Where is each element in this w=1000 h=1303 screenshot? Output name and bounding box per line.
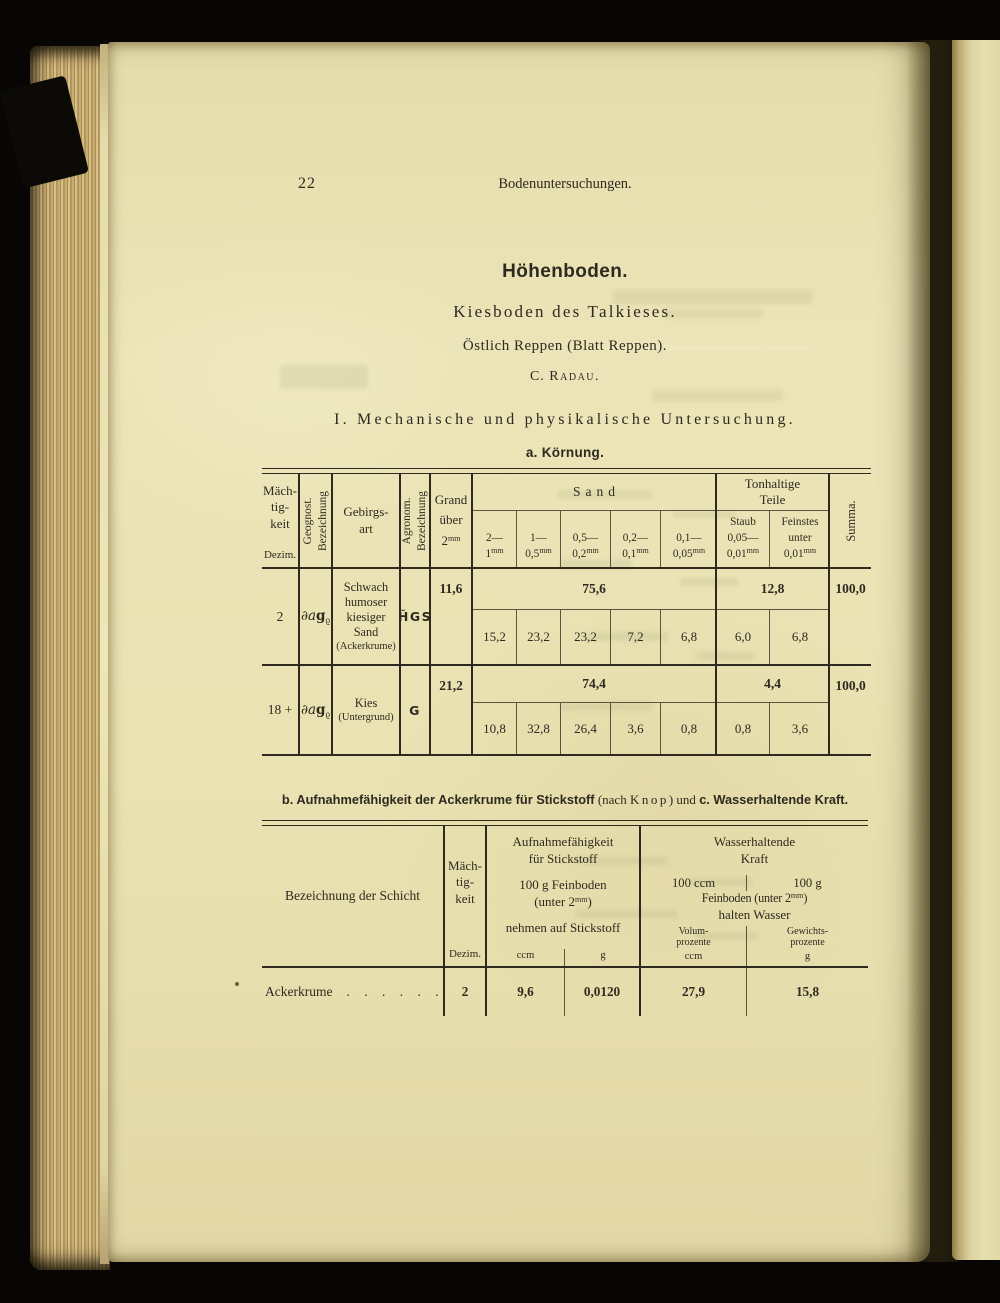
section-heading-1a: a. Körnung.	[525, 445, 605, 460]
author-line	[258, 369, 872, 385]
row2-maechtigkeit: 18 +	[262, 666, 300, 754]
author-name: Radau.	[549, 369, 601, 384]
row1-sand-group	[473, 569, 717, 666]
sand-total: 75,6	[582, 581, 606, 596]
gewichtsprozente-header: Gewichts- prozente g	[786, 925, 829, 962]
ton-subcol-header: Staub 0,05— $0,01^{mm}$	[717, 511, 770, 567]
row2-summa-value: 100,0	[835, 678, 866, 693]
section-heading-1: I. Mechanische und physikalische Untersuchung.	[334, 411, 796, 428]
location-line: Östlich Reppen (Blatt Reppen).	[462, 338, 668, 354]
col-header-maechtigkeit: Mäch- tig- keit Dezim.	[262, 474, 300, 569]
dot-leader: . . . . . .	[346, 984, 440, 999]
sand-label: Sand	[573, 484, 620, 499]
row2-ton-group	[717, 666, 830, 754]
col-header-maechtigkeit2: Mäch- tig- keit Dezim.	[445, 826, 487, 968]
col-header-geognost: Geognost. Bezeichnung	[300, 474, 333, 569]
sand-subcol-header: 1— $0,5^{mm}$	[517, 511, 561, 567]
volumprozente-header: Volum- prozente ccm	[641, 926, 747, 966]
left-fore-edge	[30, 46, 110, 1270]
running-header: Bodenuntersuchungen.	[498, 176, 632, 192]
col-group-tonhaltige: Tonhaltige Teile Staub 0,05— $0,01^{mm}$ Feinstes unter $0,01^{mm}$	[717, 474, 830, 569]
col-group-wasser: Wasserhaltende Kraft 100 ccm 100 g Feinboden (unter $2^{mm}$) halten Wasser Volum- prozente ccm Gewichts- prozente g	[641, 826, 868, 968]
sand-subcol-header: 0,2— $0,1^{mm}$	[611, 511, 661, 567]
sand-value: 26,4	[561, 703, 611, 754]
row-gewichtsprozente-value: 15,8	[795, 984, 820, 999]
sand-subcol-header: 0,1— $0,05^{mm}$	[672, 531, 706, 560]
right-page-edge	[952, 40, 1000, 1260]
show-through-smudge	[653, 390, 783, 401]
col-header-grand: Grand über $2^{mm}$	[431, 474, 473, 569]
page-title: Höhenboden.	[502, 261, 628, 282]
row2-sand-group	[473, 666, 717, 754]
row2-geognost-symbol: $\partial ag_ϱ$	[300, 666, 333, 754]
row1-grand-value: 11,6	[431, 569, 473, 666]
sand-value: 0,8	[680, 720, 698, 736]
ton-total: 4,4	[764, 676, 781, 691]
table-koernung	[262, 468, 871, 756]
col-group-sand	[473, 474, 717, 569]
row-volumprozente-value: 27,9	[641, 968, 747, 1016]
wasser-100ccm: 100 ccm	[641, 875, 747, 891]
row1-maechtigkeit: 2	[262, 569, 300, 666]
row1-ton-group	[717, 569, 830, 666]
sand-value: 7,2	[611, 610, 661, 664]
col-header-gebirgsart: Gebirgs- art	[333, 474, 401, 569]
col-header-summa: Summa.	[830, 474, 871, 569]
sand-total: 74,4	[582, 676, 606, 691]
row2-grand-value: 21,2	[431, 666, 473, 754]
row1-agronom-symbol: H̆GS	[401, 569, 431, 666]
row-g-value: 0,0120	[565, 968, 641, 1016]
ton-subcol-header: Feinstes unter $0,01^{mm}$	[781, 516, 819, 560]
subtitle: Kiesboden des Talkieses.	[453, 302, 677, 321]
sand-value: 10,8	[473, 703, 517, 754]
book-page	[108, 42, 930, 1262]
row1-summa-value: 100,0	[830, 569, 871, 666]
sand-value: 15,2	[473, 610, 517, 664]
ton-value: 6,0	[717, 610, 770, 664]
sand-value: 23,2	[561, 610, 611, 664]
sand-value: 23,2	[517, 610, 561, 664]
sand-value: 32,8	[517, 703, 561, 754]
row2-agronom-symbol: G	[401, 666, 431, 754]
row2-gebirgsart: Kies (Untergrund)	[333, 666, 401, 754]
ton-value: 0,8	[717, 703, 770, 754]
table-stickstoff-wasser	[262, 820, 868, 1016]
row-maechtigkeit-value: 2	[445, 968, 487, 1016]
ton-total: 12,8	[760, 581, 785, 596]
row1-gebirgsart: Schwach humoser kiesiger Sand (Ackerkrume)	[333, 569, 401, 666]
sand-subcol-header: 2— $1^{mm}$	[473, 511, 517, 567]
row1-geognost-symbol: $\partial ag_ϱ$	[300, 569, 333, 666]
sand-subcol-header: 0,5— $0,2^{mm}$	[561, 511, 611, 567]
section-heading-2: b. Aufnahmefähigkeit der Ackerkrume für Stickstoff (nach Knop) und c. Wasserhaltende Kraft.	[281, 792, 849, 807]
row-schicht-name: Ackerkrume . . . . . .	[262, 968, 445, 1016]
sand-value: 3,6	[611, 703, 661, 754]
gutter-shadow	[906, 40, 958, 1262]
page-number: 22	[298, 175, 316, 192]
wasser-100g: 100 g	[793, 875, 822, 890]
col-header-schicht: Bezeichnung der Schicht	[262, 826, 445, 968]
row-ccm-value: 9,6	[487, 968, 565, 1016]
unit-g: g	[600, 950, 606, 962]
sand-value: 6,8	[680, 629, 698, 644]
col-header-agronom: Agronom. Bezeichnung	[401, 474, 431, 569]
ink-fleck	[235, 982, 239, 986]
ton-value: 6,8	[791, 629, 809, 644]
author-initial: C.	[529, 369, 550, 384]
col-group-aufnahme: Aufnahmefähigkeit für Stickstoff 100 g Feinboden (unter $2^{mm}$) nehmen auf Stickstoff ccm g	[487, 826, 641, 968]
ton-value: 3,6	[791, 720, 809, 736]
unit-ccm: ccm	[487, 949, 565, 966]
